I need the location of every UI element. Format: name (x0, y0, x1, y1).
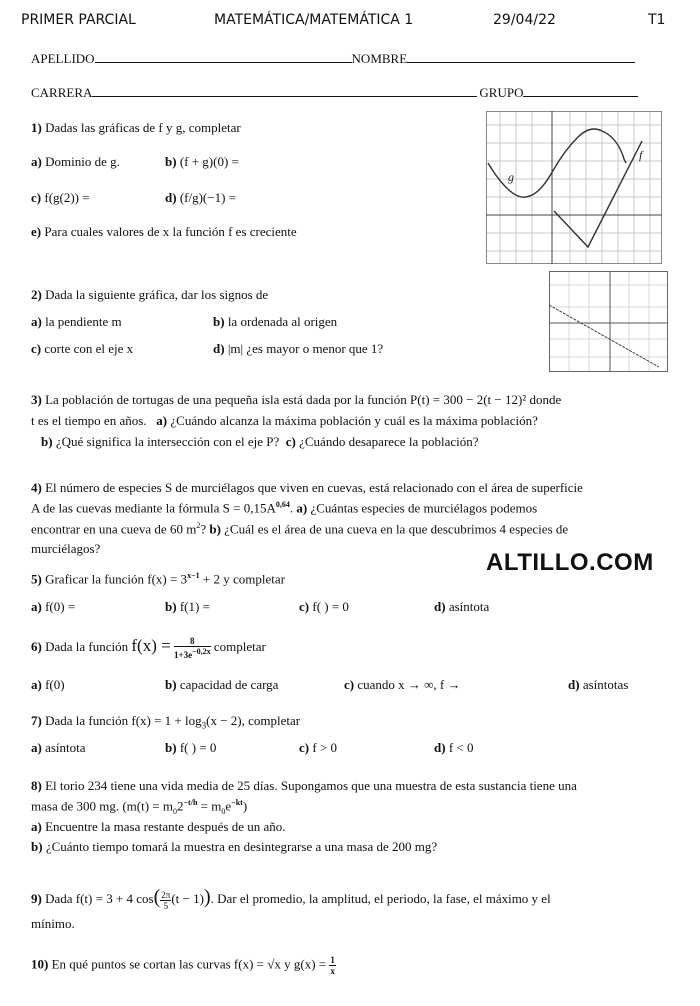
q9-line2: mínimo. (31, 916, 75, 931)
q1-d: d) (f/g)(−1) = (165, 190, 236, 205)
q2-a: a) la pendiente m (31, 314, 122, 329)
grupo-label: GRUPO (479, 85, 524, 100)
q6-c: c) cuando x → ∞, f → (344, 677, 461, 692)
q10-line: 10) En qué puntos se cortan las curvas f(x) = √x y g(x) = $\frac{1}{x}$ (31, 955, 335, 976)
f-curve (554, 141, 642, 247)
q2-d: d) |m| ¿es mayor o menor que 1? (213, 341, 384, 356)
q1-a: a) Dominio de g. (31, 154, 120, 169)
q2-b: b) la ordenada al origen (213, 314, 338, 329)
q4-line2: A de las cuevas mediante la fórmula $S = 0,15A^{0,64}$. a) ¿Cuántas especies de murciélagos podemos (31, 500, 538, 516)
q2-intro: 2) Dada la siguiente gráfica, dar los signos de (31, 287, 269, 302)
g-curve (488, 129, 626, 197)
q1-e: e) Para cuales valores de x la función f es creciente (31, 224, 297, 239)
q6-a: a) f(0) (31, 677, 65, 692)
q4-line3: encontrar en una cueva de 60 $m^2$? b) ¿Cuál es el área de una cueva en la que descubrimos 4 especies de (31, 521, 569, 537)
q7-b: b) f( ) = 0 (165, 740, 217, 755)
q8-line2: masa de 300 mg. $(m(t) = m_02^{-t/h} = m_0e^{-kt})$ (31, 798, 248, 816)
q8-b: b) ¿Cuánto tiempo tomará la muestra en desintegrarse a una masa de 200 mg? (31, 839, 438, 854)
q2-graph (549, 271, 668, 372)
altillo-watermark: ALTILLO.COM (486, 549, 654, 576)
q1-graph (486, 111, 662, 264)
q1-c: c) f(g(2)) = (31, 190, 90, 205)
q3-line2: t es el tiempo en años. a) ¿Cuándo alcanza la máxima población y cuál es la máxima población? (31, 413, 538, 428)
f-label: f (639, 148, 643, 162)
exam-title: PRIMER PARCIAL (21, 12, 136, 28)
apellido-field[interactable] (31, 51, 635, 67)
q5-b: b) f(1) = (165, 599, 210, 614)
q5-c: c) f( ) = 0 (299, 599, 349, 614)
nombre-label: NOMBRE (351, 51, 408, 66)
q1-b: b) (f + g)(0) = (165, 154, 239, 169)
q7-intro: 7) Dada la función $f(x) = 1 + \log_3(x - 2)$, completar (31, 713, 301, 731)
q2-c: c) corte con el eje x (31, 341, 134, 356)
q6-intro: 6) Dada la función f(x) = $\frac{8}{1+3e^{-0,2x}}$ completar (31, 636, 266, 661)
q6-d: d) asíntotas (568, 677, 629, 692)
carrera-field[interactable] (31, 85, 638, 101)
q7-c: c) f > 0 (299, 740, 338, 755)
apellido-label: APELLIDO (31, 51, 95, 66)
q4-line4: murciélagos? (31, 541, 101, 556)
q1-intro: 1) Dadas las gráficas de f y g, completar (31, 120, 241, 135)
q7-a: a) asíntota (31, 740, 86, 755)
subject-title: MATEMÁTICA/MATEMÁTICA 1 (214, 12, 414, 28)
carrera-label: CARRERA (31, 85, 93, 100)
q5-intro: 5) Graficar la función $f(x) = 3^{x-1} + 2$ y completar (31, 571, 285, 587)
q6-b: b) capacidad de carga (165, 677, 279, 692)
q8-a: a) Encuentre la masa restante después de un año. (31, 819, 286, 834)
exam-code: T1 (648, 12, 666, 28)
q5-d: d) asíntota (434, 599, 490, 614)
q8-line1: 8) El torio 234 tiene una vida media de 25 días. Supongamos que una muestra de esta sustancia tiene una (31, 778, 577, 793)
q3-line1: 3) La población de tortugas de una pequeña isla está dada por la función P(t) = 300 − 2(t − 12)² donde (31, 392, 562, 407)
q9-line1: 9) Dada f(t) = 3 + 4 cos( $\frac{2\pi}{5}$ (t − 1)). Dar el promedio, la amplitud, el periodo, la fase, el máximo y el (31, 886, 551, 911)
g-label: g (508, 170, 514, 184)
q3-line3: b) ¿Qué significa la intersección con el eje P? c) ¿Cuándo desaparece la población? (41, 434, 479, 449)
exam-date: 29/04/22 (493, 12, 556, 28)
q5-a: a) f(0) = (31, 599, 76, 614)
q4-line1: 4) El número de especies S de murciélagos que viven en cuevas, está relacionado con el área de superficie (31, 480, 583, 495)
q7-d: d) f < 0 (434, 740, 474, 755)
line-graph (549, 305, 659, 367)
